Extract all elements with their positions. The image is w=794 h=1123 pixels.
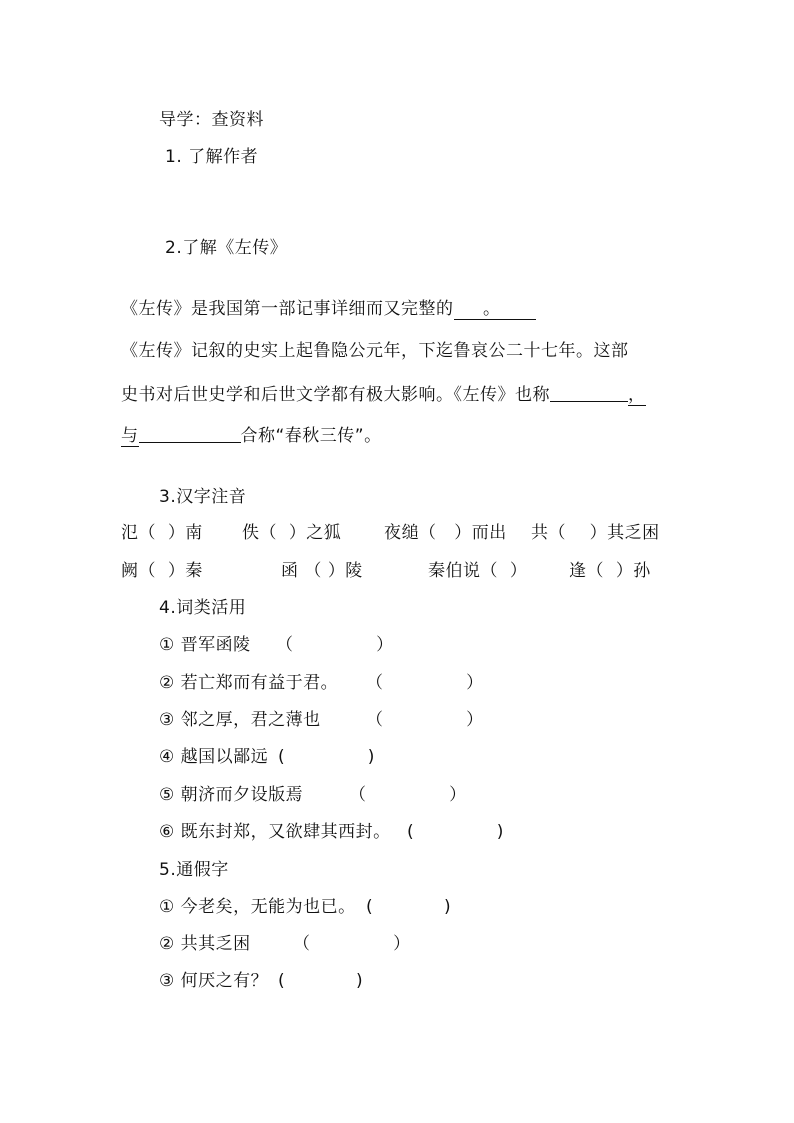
pinyin-item-pre: 函 （ bbox=[281, 561, 322, 581]
usage-blank[interactable]: （ ） bbox=[349, 785, 467, 805]
pinyin-item-pre: 氾（ bbox=[121, 523, 156, 543]
pinyin-item-pre: 阙（ bbox=[121, 561, 156, 581]
pinyin-blank[interactable] bbox=[498, 561, 510, 581]
pinyin-item-pre: 逢（ bbox=[569, 561, 604, 581]
section4-label: 4.词类活用 bbox=[159, 598, 247, 618]
zuozhuan-line2: 《左传》记叙的史实上起鲁隐公元年，下迄鲁哀公二十七年。这部 bbox=[121, 341, 629, 361]
pinyin-item bbox=[569, 560, 651, 582]
pinyin-item bbox=[428, 560, 527, 582]
usage-blank[interactable]: （ ） bbox=[366, 710, 484, 730]
pinyin-item-pre: 共（ bbox=[531, 523, 566, 543]
pinyin-item-post: ）秦 bbox=[167, 561, 203, 581]
pinyin-item-post: ）其乏困 bbox=[589, 523, 660, 543]
pinyin-blank[interactable] bbox=[604, 561, 616, 581]
tongjia-item: ③ 何厌之有？ bbox=[159, 971, 269, 991]
pinyin-blank[interactable] bbox=[437, 523, 455, 543]
pinyin-blank[interactable] bbox=[156, 523, 168, 543]
pinyin-item-post: ）而出 bbox=[454, 523, 507, 543]
zuozhuan-line3 bbox=[121, 383, 646, 406]
usage-item: ③ 邻之厚，君之薄也 bbox=[159, 710, 321, 730]
zuozhuan-line1-text: 《左传》是我国第一部记事详细而又完整的 bbox=[121, 299, 454, 319]
pinyin-item bbox=[281, 560, 363, 582]
pinyin-blank[interactable] bbox=[566, 523, 590, 543]
pinyin-item bbox=[121, 560, 203, 582]
pinyin-item bbox=[531, 522, 660, 544]
pinyin-item bbox=[121, 522, 203, 544]
tongjia-blank[interactable]: ( ) bbox=[366, 897, 452, 917]
section5-label: 5.通假字 bbox=[159, 860, 229, 880]
zuozhuan-line3-text: 史书对后世史学和后世文学都有极大影响。《左传》也称 bbox=[121, 385, 550, 405]
pinyin-item-post: ）陵 bbox=[327, 561, 363, 581]
tongjia-item: ① 今老矣，无能为也已。 bbox=[159, 897, 356, 917]
zuozhuan-blank-1[interactable] bbox=[454, 299, 536, 320]
guide-title: 导学：查资料 bbox=[159, 110, 264, 130]
usage-blank[interactable]: ( ) bbox=[278, 747, 375, 767]
pinyin-item-pre: 夜缒（ bbox=[384, 523, 437, 543]
usage-blank[interactable]: ( ) bbox=[407, 822, 504, 842]
usage-item: ② 若亡郑而有益于君。 bbox=[159, 673, 339, 693]
tongjia-blank[interactable]: ( ) bbox=[278, 971, 364, 991]
pinyin-blank[interactable] bbox=[156, 561, 168, 581]
zuozhuan-line4-text: 合称“春秋三传”。 bbox=[240, 426, 382, 446]
zuozhuan-line1-end: 。 bbox=[483, 299, 501, 319]
section1-label: 1. 了解作者 bbox=[165, 147, 259, 167]
usage-blank[interactable]: （ ） bbox=[276, 635, 394, 655]
usage-item: ⑤ 朝济而夕设版焉 bbox=[159, 785, 304, 805]
pinyin-item bbox=[384, 522, 507, 544]
pinyin-blank[interactable] bbox=[277, 523, 289, 543]
usage-item: ④ 越国以鄙远 bbox=[159, 747, 269, 767]
pinyin-item bbox=[242, 522, 341, 544]
zuozhuan-blank-2[interactable] bbox=[550, 383, 628, 402]
zuozhuan-line1 bbox=[121, 298, 536, 320]
usage-item: ⑥ 既东封郑，又欲肆其西封。 bbox=[159, 822, 391, 842]
pinyin-item-post: ）之狐 bbox=[288, 523, 342, 543]
zuozhuan-line3-comma: ， bbox=[628, 385, 646, 405]
zuozhuan-blank-3[interactable] bbox=[139, 424, 241, 443]
pinyin-item-pre: 佚（ bbox=[242, 523, 277, 543]
section2-label: 2.了解《左传》 bbox=[165, 238, 288, 258]
usage-item: ① 晋军函陵 bbox=[159, 635, 251, 655]
usage-blank[interactable]: （ ） bbox=[366, 673, 484, 693]
zuozhuan-line4 bbox=[121, 424, 382, 447]
tongjia-blank[interactable]: （ ） bbox=[293, 934, 411, 954]
section3-label: 3.汉字注音 bbox=[159, 487, 247, 507]
zuozhuan-line4-start: 与 bbox=[121, 426, 139, 446]
pinyin-item-post: ）孙 bbox=[615, 561, 651, 581]
pinyin-item-post: ）南 bbox=[167, 523, 203, 543]
pinyin-item-post: ） bbox=[509, 561, 528, 581]
tongjia-item: ② 共其乏困 bbox=[159, 934, 251, 954]
pinyin-item-pre: 秦伯说（ bbox=[428, 561, 498, 581]
